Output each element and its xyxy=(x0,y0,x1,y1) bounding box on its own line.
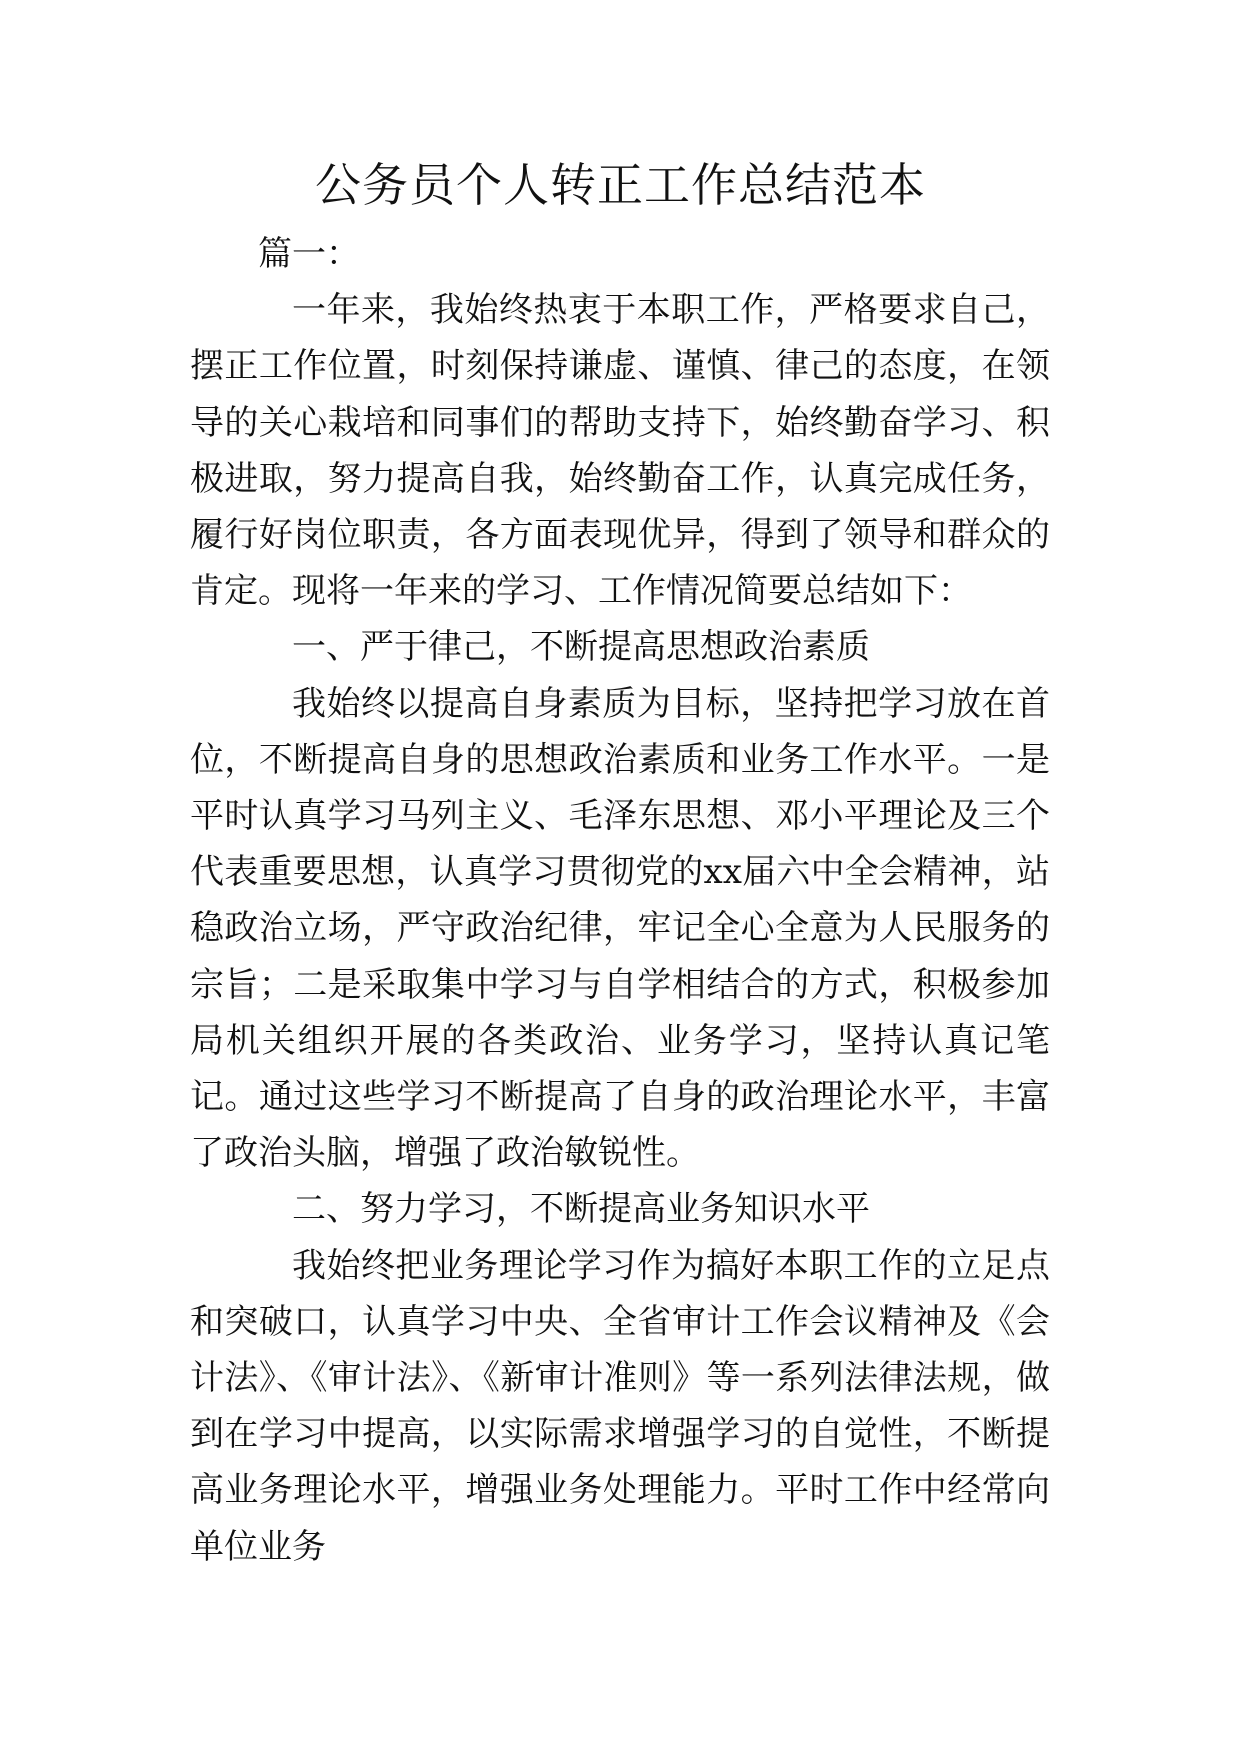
heading-section-2: 二、努力学习，不断提高业务知识水平 xyxy=(292,1189,870,1230)
paragraph-section-1: 我始终以提高自身素质为目标，坚持把学习放在首位，不断提高自身的思想政治素质和业务工作水平。一是平时认真学习马列主义、毛泽东思想、邓小平理论及三个代表重要思想，认真学习贯彻党的xx届六中全会精神，站稳政治立场，严守政治纪律，牢记全心全意为人民服务的宗旨；二是采取集中学习与自学相结合的方式，积极参加局机关组织开展的各类政治、业务学习，坚持认真记笔记。通过这些学习不断提高了自身的政治理论水平，丰富了政治头脑，增强了政治敏锐性。 xyxy=(190,683,1050,1174)
paragraph-intro: 一年来，我始终热衷于本职工作，严格要求自己，摆正工作位置，时刻保持谦虚、谨慎、律己的态度，在领导的关心栽培和同事们的帮助支持下，始终勤奋学习、积极进取，努力提高自我，始终勤奋工作，认真完成任务，履行好岗位职责，各方面表现优异，得到了领导和群众的肯定。现将一年来的学习、工作情况简要总结如下： xyxy=(190,290,1050,612)
section-label: 篇一： xyxy=(258,234,360,274)
document-body xyxy=(190,226,1050,1575)
document-title: 公务员个人转正工作总结范本 xyxy=(315,158,926,212)
paragraph-section-2: 我始终把业务理论学习作为搞好本职工作的立足点和突破口，认真学习中央、全省审计工作会议精神及《会计法》、《审计法》、《新审计准则》等一系列法律法规，做到在学习中提高，以实际需求增强学习的自觉性，不断提高业务理论水平，增强业务处理能力。平时工作中经常向单位业务 xyxy=(190,1245,1050,1567)
heading-section-1: 一、严于律己，不断提高思想政治素质 xyxy=(292,627,870,668)
